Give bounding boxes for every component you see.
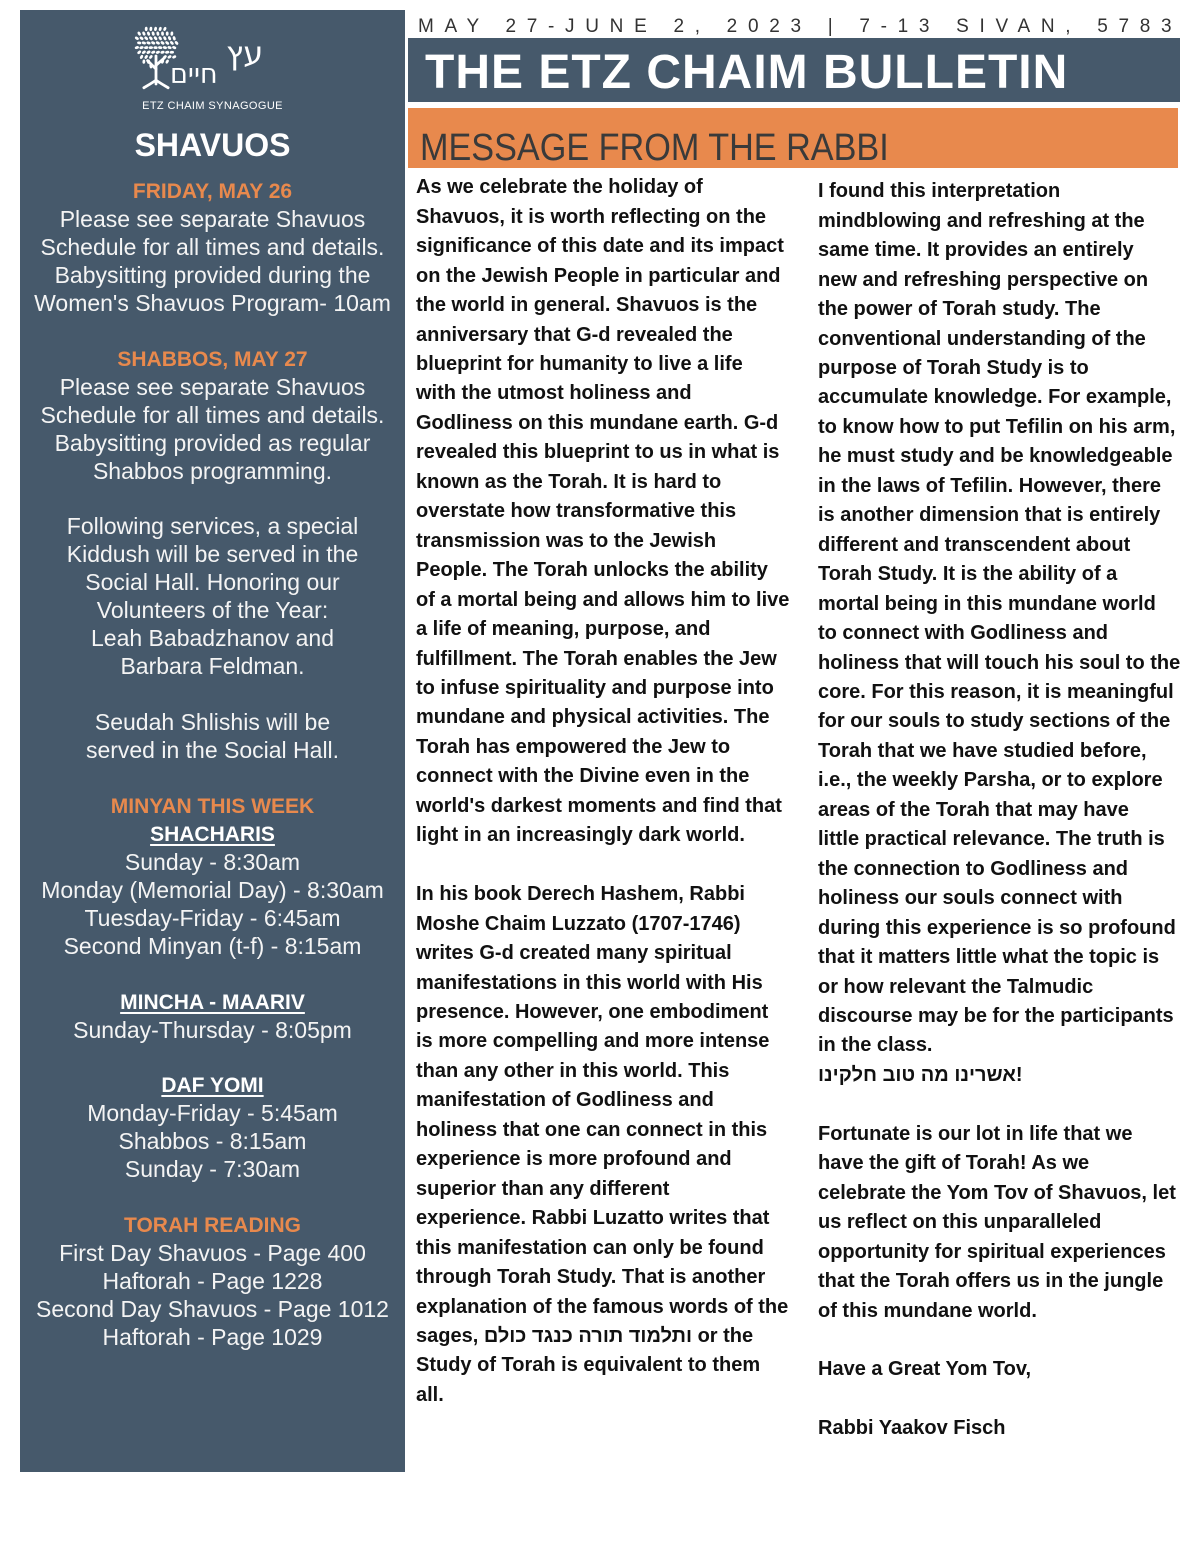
tree-leaf	[145, 27, 148, 31]
tree-leaf	[137, 50, 142, 55]
tree-leaf	[167, 46, 172, 50]
tree-leaf	[163, 26, 167, 31]
spacer	[20, 1044, 405, 1072]
tree-leaf	[172, 45, 177, 49]
tree-leaf	[155, 41, 160, 46]
tree-leaf	[137, 31, 142, 36]
tree-leaf	[134, 36, 139, 41]
tree-leaf	[158, 36, 163, 41]
tree-leaf	[158, 26, 162, 31]
spacer	[20, 485, 405, 513]
tree-leaf	[155, 50, 160, 54]
message-paragraph: I found this interpretation mindblowing and refreshing at the same time. It provides an entirely new and refreshing perspective on the power of Torah study. The conventional understanding of the purpose of Torah Study is to accumulate knowledge. For example, to know how to put Tefilin on his arm, he must study and be knowledgeable in the laws of Tefilin. However, there is another dimension that is entirely different and transcendent about Torah Study. It is the ability of a mortal being in this mundane world to connect with Godliness and holiness that will touch his soul to the core. For this reason, it is meaningful for our souls to study sections of the Torah that we have studied before, i.e., the weekly Parsha, or to explore areas of the Torah that may have little practical relevance. The truth is the connection to Godliness and holiness our souls connect with during this experience is so profound that it matters little what the topic is or how relevant the Talmudic discourse may be for the participants in the class.	[818, 180, 1181, 1057]
message-paragraph: In his book Derech Hashem, Rabbi Moshe Chaim Luzzato (1707-1746) writes G-d created many spiritual manifestations in this world with His presence. However, one embodiment is more compelling and more intense than any other in this world. This manifestation of Godliness and holiness that one can connect in this experience is more profound and superior than any different experience. Rabbi Luzatto writes that this manifestation can only be found through Torah Study. That is another explanation of the famous words of the sages, ותלמוד תורה כנגד כולם or the Study of Torah is equivalent to them all.	[416, 883, 789, 1406]
tree-leaf	[148, 36, 153, 41]
tree-leaf	[170, 51, 175, 54]
tree-trunk	[144, 56, 168, 88]
tree-leaf	[149, 46, 153, 49]
tree-leaf	[165, 40, 170, 45]
minyan-heading: MINYAN THIS WEEK	[110, 794, 315, 818]
tree-leaf	[141, 50, 146, 55]
message-paragraph: As we celebrate the holiday of Shavuos, it is worth reflecting on the significance of this date and its impact on the Jewish People in particular and the world in general. Shavuos is the anniversary that G-d revealed the blueprint for humanity to live a life with the utmost holiness and Godliness on this mundane earth. G-d revealed this blueprint to us in what is known as the Torah. It is hard to overstate how transformative this transmission was to the Jewish People. The Torah unlocks the ability of a mortal being and allows him to live a life of meaning, purpose, and fulfillment. The Torah enables the Jew to infuse spirituality and purpose into mundane and physical activities. The Torah has empowered the Jew to connect with the Divine even in the world's darkest moments and find that light in an increasingly dark world.	[416, 176, 790, 847]
message-paragraph: Fortunate is our lot in life that we have the gift of Torah! As we celebrate the Yom Tov of Shavuos, let us reflect on this unparalleled opportunity for spiritual experiences that the Torah offers us in the jungle of this mundane world.	[818, 1122, 1176, 1322]
section-title: MESSAGE FROM THE RABBI	[420, 127, 889, 168]
logo-hebrew-top: עץ	[226, 34, 264, 72]
tree-leaf	[139, 36, 144, 41]
spacer	[20, 318, 405, 346]
kiddush-text: Following services, a special Kiddush will be served in the Social Hall. Honoring our Volunteers of the Year: Leah Babadzhanov and Barbara Feldman.	[66, 513, 359, 680]
tree-leaf	[149, 27, 152, 32]
message-column-2	[818, 177, 1188, 1443]
tree-leaf	[163, 36, 167, 41]
tree-leaf	[165, 51, 170, 55]
closing-line: Have a Great Yom Tov,	[818, 1358, 1032, 1381]
shabbos-heading: SHABBOS, MAY 27	[117, 347, 308, 371]
tree-leaf	[162, 46, 167, 50]
shabbos-text: Please see separate Shavuos Schedule for all times and details. Babysitting provided as regular Shabbos programming.	[40, 373, 385, 484]
tree-leaf	[139, 54, 143, 59]
message-column-1	[416, 173, 796, 1410]
tree-leaf	[153, 36, 158, 41]
tree-leaf	[160, 50, 165, 54]
mincha-maariv-times: Sunday-Thursday - 8:05pm	[73, 1016, 352, 1043]
torah-reading-heading: TORAH READING	[124, 1214, 301, 1238]
daf-yomi-times: Monday-Friday - 5:45am Shabbos - 8:15am Sunday - 7:30am	[87, 1100, 338, 1183]
tree-leaf	[153, 46, 157, 49]
title-bar	[408, 38, 1180, 102]
tree-leaf	[151, 50, 156, 54]
sidebar-content	[20, 178, 405, 1352]
tree-leaf	[141, 41, 146, 45]
tree-leaf	[142, 59, 145, 64]
logo-synagogue-name: ETZ CHAIM SYNAGOGUE	[142, 100, 283, 112]
shacharis-times: Sunday - 8:30am Monday (Memorial Day) - 8:30am Tuesday-Friday - 6:45am Second Minyan (t-f) - 8:15am	[41, 848, 384, 959]
tree-leaf	[146, 41, 151, 45]
tree-leaf	[172, 36, 176, 41]
sidebar-title: SHAVUOS	[134, 127, 291, 163]
hebrew-exclamation: !אשרינו מה טוב חלקינו	[818, 1063, 1023, 1086]
tree-leaf	[165, 59, 170, 64]
tree-leaf	[146, 31, 150, 36]
tree-leaf	[156, 31, 160, 36]
tree-leaf	[146, 50, 151, 55]
tree-leaf	[134, 46, 139, 50]
sidebar-panel	[20, 10, 405, 1472]
tree-leaf	[144, 36, 149, 41]
tree-leaf	[142, 31, 146, 36]
friday-text: Please see separate Shavuos Schedule for all times and details. Babysitting provided during the Women's Shavuos Program- 10am	[34, 205, 391, 316]
tree-leaf	[158, 46, 163, 49]
tree-leaf	[144, 46, 149, 49]
signature: Rabbi Yaakov Fisch	[818, 1417, 1006, 1440]
daf-yomi-label: DAF YOMI	[161, 1074, 264, 1098]
tree-leaf	[144, 54, 149, 59]
spacer	[20, 1184, 405, 1212]
tree-leaf	[170, 31, 173, 36]
logo-hebrew-bottom: חיים	[170, 59, 218, 90]
tree-leaf	[167, 36, 171, 41]
tree-leaf	[161, 31, 164, 36]
tree-leaf	[139, 46, 144, 50]
date-line: MAY 27-JUNE 2, 2023 | 7-13 SIVAN, 5783	[418, 16, 1183, 37]
friday-heading: FRIDAY, MAY 26	[132, 180, 293, 203]
tree-leaf	[160, 41, 165, 46]
tree-leaf	[166, 31, 169, 35]
torah-reading-text: First Day Shavuos - Page 400 Haftorah - Page 1228 Second Day Shavuos - Page 1012 Haftorah - Page 1029	[36, 1240, 389, 1350]
spacer	[20, 681, 405, 709]
tree-leaf	[151, 41, 156, 45]
tree-leaf	[174, 40, 179, 45]
spacer	[20, 765, 405, 793]
section-bar	[408, 108, 1178, 168]
shacharis-label: SHACHARIS	[150, 822, 275, 846]
tree-leaf	[148, 54, 153, 59]
spacer	[20, 961, 405, 989]
tree-leaf	[151, 31, 155, 36]
tree-leaf	[137, 41, 142, 45]
bulletin-title: THE ETZ CHAIM BULLETIN	[425, 46, 1069, 99]
tree-leaf	[169, 40, 174, 45]
mincha-maariv-label: MINCHA - MAARIV	[120, 990, 305, 1014]
seudah-text: Seudah Shlishis will be served in the Social Hall.	[85, 709, 340, 764]
tree-leaf	[154, 27, 158, 32]
